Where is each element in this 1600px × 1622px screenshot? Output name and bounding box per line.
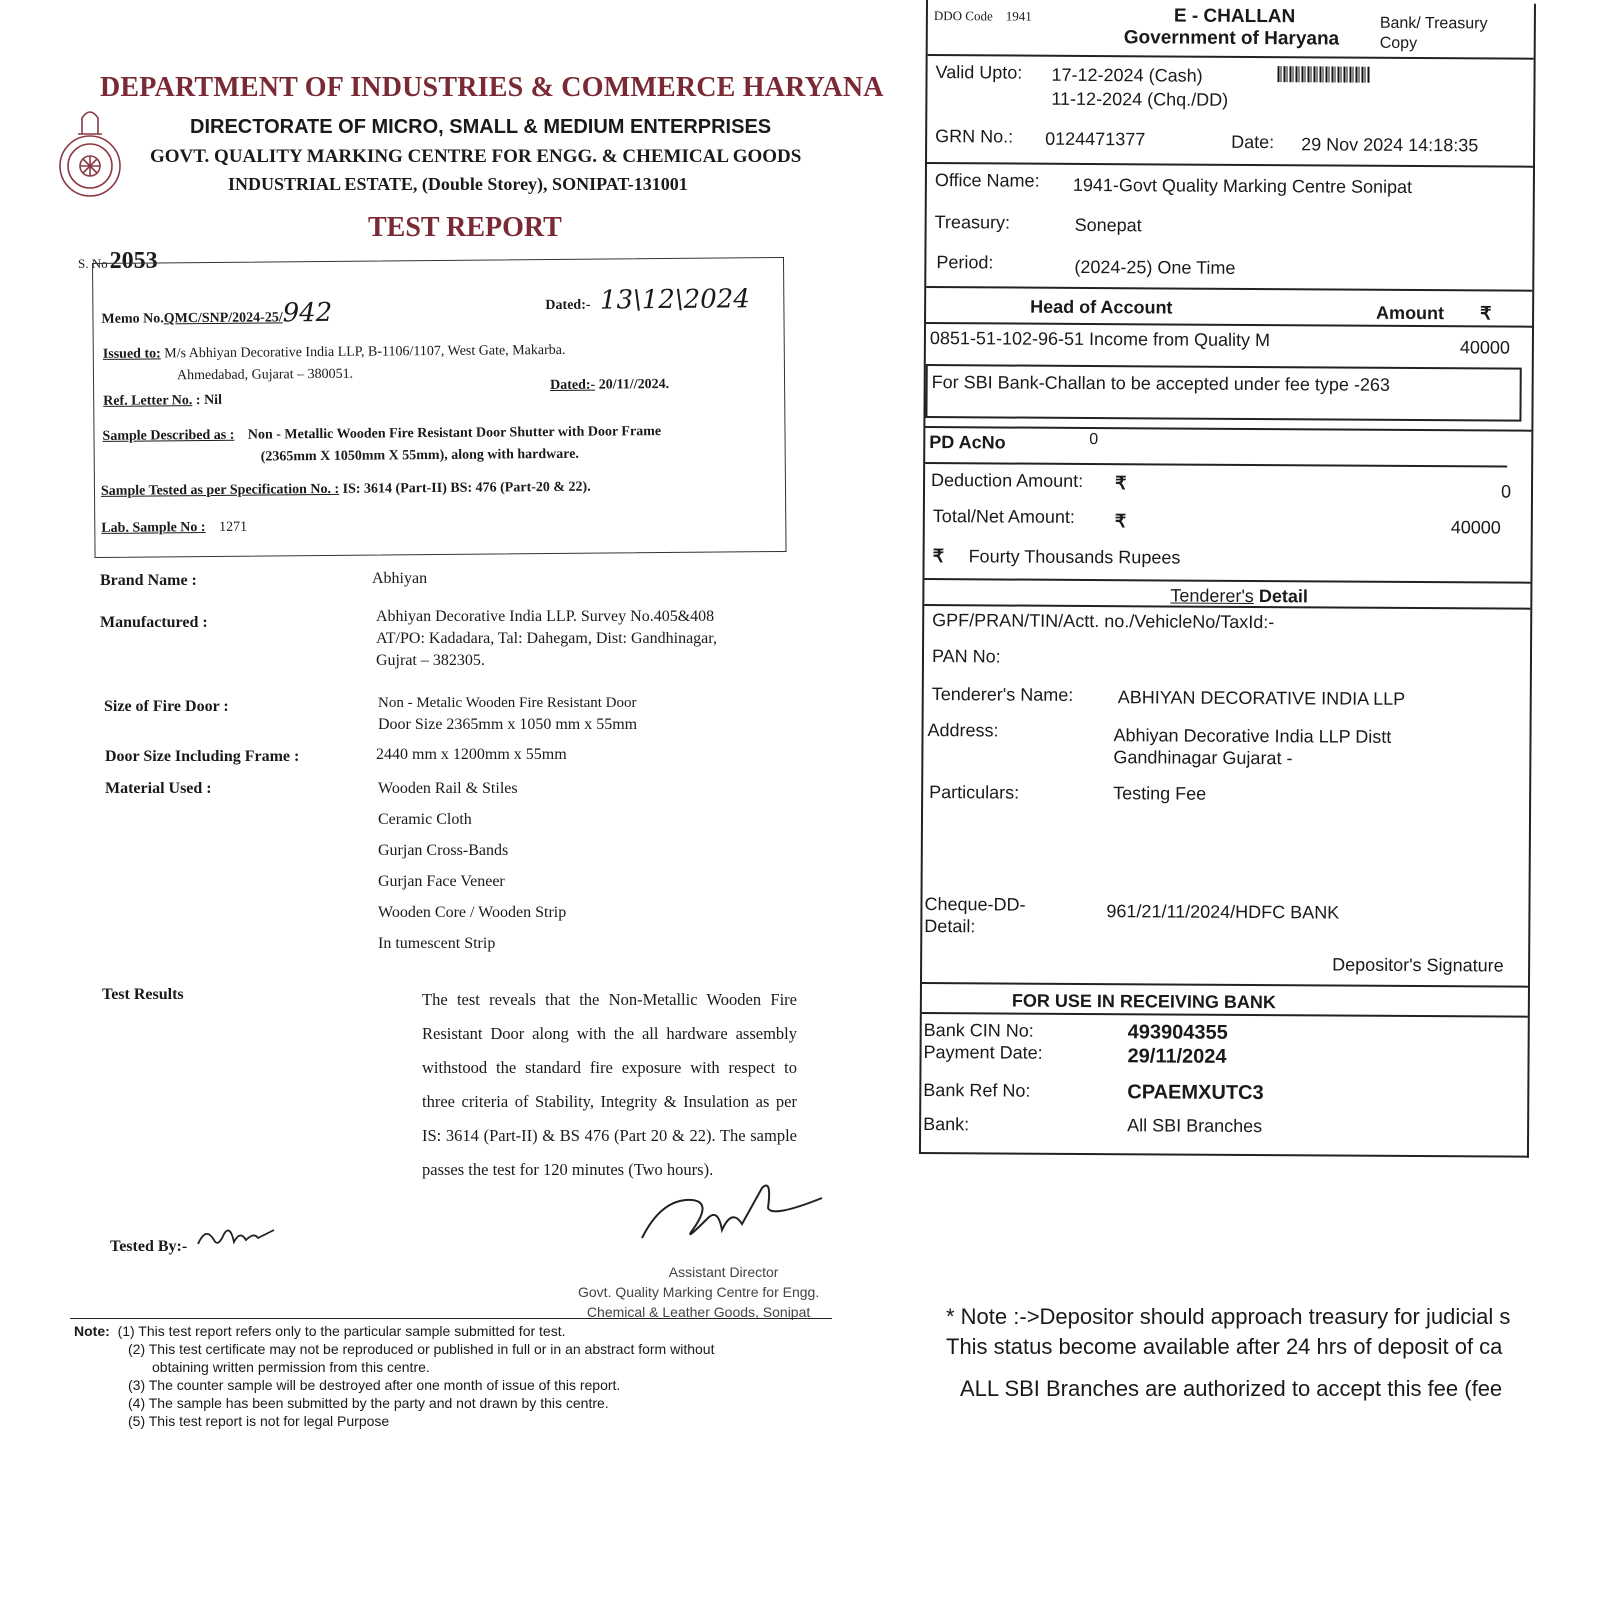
notes-label: Note: [74,1323,110,1339]
memo-handwritten: 942 [282,297,333,329]
sbi-note-box [925,364,1521,422]
specification-label: Sample Tested as per Specification No. : [100,481,340,499]
head-amount: 40000 [1459,337,1511,358]
total-value: 40000 [1450,517,1501,538]
size-frame-value: 2440 mm x 1200mm x 55mm [376,746,567,763]
cheque-value: 961/21/11/2024/HDFC BANK [1106,901,1340,923]
cheque-label-2: Detail: [924,916,976,937]
date-label: Date: [1231,131,1275,153]
e-challan [919,0,1536,1158]
tenderer-header [1170,586,1308,608]
office-label: Office Name: [934,170,1040,191]
ddo-code-value: 1941 [1005,8,1032,24]
memo-box [92,257,787,558]
valid-chq: 11-12-2024 (Chq./DD) [1051,88,1229,110]
head-of-account-label: Head of Account [1030,296,1173,318]
note-item: (1) This test report refers only to the particular sample submitted for test. [117,1323,566,1339]
amount-in-words: Fourty Thousands Rupees [968,546,1181,568]
size-fire-door-line: Door Size 2365mm x 1050 mm x 55mm [378,716,638,733]
head-of-account-value: 0851-51-102-96-51 Income from Quality M [929,328,1271,351]
material-item: Wooden Core / Wooden Strip [378,904,567,921]
challan-divider [925,462,1507,468]
brand-label: Brand Name : [100,572,197,589]
size-fire-door-label: Size of Fire Door : [104,698,229,715]
challan-title: E - CHALLAN [1173,5,1296,28]
treasury-label: Treasury: [934,212,1011,233]
challan-subtitle: Government of Haryana [1123,27,1340,50]
ddo-code-label: DDO Code [933,8,993,24]
address-line1: Abhiyan Decorative India LLP Distt [1113,725,1392,747]
address-label: Address: [927,720,999,741]
challan-divider [927,162,1533,168]
test-results-label: Test Results [102,986,184,1003]
ref-letter-label: Ref. Letter No. [103,393,193,409]
note-item: (3) The counter sample will be destroyed after one month of issue of this report. [128,1377,621,1393]
sample-described-line1: Non - Metallic Wooden Fire Resistant Door Shutter with Door Frame [247,424,662,443]
valid-label: Valid Upto: [935,62,1023,83]
size-frame-label: Door Size Including Frame : [105,748,300,765]
material-label: Material Used : [105,780,212,797]
manufactured-line: AT/PO: Kadadara, Tal: Dahegam, Dist: Gandhinagar, [376,630,717,647]
memo-number [101,298,332,330]
grn-value: 0124471377 [1045,128,1146,150]
footer-note-line: * Note :->Depositor should approach treasury for judicial s [946,1304,1511,1329]
issued-to-line1: M/s Abhiyan Decorative India LLP, B-1106/1107, West Gate, Makarba. [164,342,566,362]
ref-letter-sep: : [192,393,205,409]
sample-described-label: Sample Described as : [102,427,235,444]
manufactured-value [376,606,717,672]
bank-header: FOR USE IN RECEIVING BANK [1011,990,1276,1013]
signatory-title: Assistant Director [668,1264,779,1280]
note-item: (5) This test report is not for legal Purpose [128,1413,390,1429]
centre-line: GOVT. QUALITY MARKING CENTRE FOR ENGG. & CHEMICAL GOODS [150,146,802,167]
footer-note [946,1302,1510,1404]
sample-described-line2: (2365mm X 1050mm X 55mm), along with hardware. [260,446,579,465]
date-value: 29 Nov 2024 14:18:35 [1301,134,1479,156]
material-item: Gurjan Face Veneer [378,873,505,890]
serial-number-value: 2053 [109,248,158,274]
manufactured-label: Manufactured : [100,614,208,631]
cheque-label-1: Cheque-DD- [924,894,1026,915]
cin-label: Bank CIN No: [923,1020,1034,1041]
directorate-line: DIRECTORATE OF MICRO, SMALL & MEDIUM ENTERPRISES [190,116,772,138]
bank-ref-value: CPAEMXUTC3 [1127,1081,1264,1105]
memo-value: QMC/SNP/2024-25/ [163,310,283,327]
tenderer-header-detail: Detail [1258,586,1308,607]
specification [101,480,591,500]
specification-value: IS: 3614 (Part-II) BS: 476 (Part-20 & 22). [342,479,591,497]
tenderer-name-value: ABHIYAN DECORATIVE INDIA LLP [1117,687,1406,709]
period-label: Period: [936,252,994,273]
challan-divider [928,54,1534,60]
haryana-emblem-icon [56,104,124,202]
copy-label: Bank/ Treasury [1379,14,1488,33]
ref-letter-dated [550,377,669,394]
director-signature-icon [622,1178,832,1263]
total-label: Total/Net Amount: [932,506,1075,527]
memo-label: Memo No. [101,311,164,327]
copy-label-2: Copy [1379,34,1418,53]
pan-label: PAN No: [931,646,1001,667]
ref-dated-label: Dated:- [550,377,596,394]
note-item: (2) This test certificate may not be reproduced or published in full or in an abstract form without [128,1341,715,1357]
challan-divider [926,286,1532,292]
size-fire-door-value [378,692,637,736]
estate-line: INDUSTRIAL ESTATE, (Double Storey), SONIPAT-131001 [228,174,688,194]
sbi-note: For SBI Bank-Challan to be accepted under fee type -263 [931,372,1391,395]
ref-dated-value: 20/11//2024. [595,376,670,393]
serial-number-label: S. No [78,256,108,271]
issued-to-line2: Ahmedabad, Gujarat – 380051. [176,366,354,384]
manufactured-line: Abhiyan Decorative India LLP. Survey No.405&408 [376,608,715,625]
deduction-label: Deduction Amount: [931,470,1084,491]
bank-label: Bank: [923,1114,970,1135]
manufactured-line: Gujrat – 382305. [376,652,485,669]
valid-cash: 17-12-2024 (Cash) [1051,64,1203,86]
amount-label: Amount [1376,302,1445,324]
lab-sample [101,520,247,537]
signatory-line1: Govt. Quality Marking Centre for Engg. [578,1284,820,1300]
note-item: obtaining written permission from this centre. [152,1359,430,1375]
sample-described [102,421,661,470]
lab-sample-value: 1271 [218,519,248,535]
issued-to [103,340,566,388]
signatory-line2: Chemical & Leather Goods, Sonipat [586,1304,811,1320]
address-line2: Gandhinagar Gujarat - [1113,747,1293,769]
test-results-text: The test reveals that the Non-Metallic Wooden Fire Resistant Door along with the all hardware assembly withstood the standard fire exposure with respect to three criteria of Stability, Integrity & Insulation as per IS: 3614 (Part-II) & BS 476 (Part 20 & 22). The sample passes the test for 120 minutes (Two hours). [422,990,797,1179]
tester-signature-icon [196,1222,276,1257]
rupee-icon: ₹ [932,546,945,567]
material-item: Ceramic Cloth [378,811,472,828]
challan-divider [924,578,1530,584]
ref-letter [103,393,222,410]
ddo-code [934,8,1032,25]
period-value: (2024-25) One Time [1074,256,1236,278]
pd-value: 0 [1089,431,1099,449]
report-title: TEST REPORT [368,212,562,243]
material-list [378,778,566,964]
particulars-label: Particulars: [929,782,1020,803]
material-item: In tumescent Strip [378,935,496,952]
grn-label: GRN No.: [935,126,1014,147]
challan-divider [922,982,1528,988]
material-item: Wooden Rail & Stiles [378,780,518,797]
depositor-signature-label: Depositor's Signature [1332,954,1504,976]
issued-to-label: Issued to: [102,346,161,362]
gpf-label: GPF/PRAN/TIN/Actt. no./VehicleNo/TaxId:- [932,610,1275,633]
memo-dated-label: Dated:- [545,297,591,314]
particulars-value: Testing Fee [1113,783,1207,804]
treasury-value: Sonepat [1074,214,1142,236]
office-value: 1941-Govt Quality Marking Centre Sonipat [1072,174,1413,197]
barcode-icon [1278,66,1370,83]
tenderer-name-label: Tenderer's Name: [931,684,1074,705]
brand-value: Abhiyan [372,570,428,587]
bank-ref-label: Bank Ref No: [923,1080,1031,1101]
tested-by-label: Tested By:- [110,1238,188,1255]
material-item: Gurjan Cross-Bands [378,842,509,859]
cin-value: 493904355 [1127,1021,1228,1044]
payment-date-value: 29/11/2024 [1127,1045,1227,1068]
lab-sample-label: Lab. Sample No : [101,520,206,536]
memo-dated [545,284,750,316]
pd-label: PD AcNo [929,432,1006,453]
payment-date-label: Payment Date: [923,1042,1043,1063]
deduction-value: 0 [1500,481,1512,502]
signatory-block [578,1262,819,1322]
note-item: (4) The sample has been submitted by the party and not drawn by this centre. [128,1395,609,1411]
footer-note-line: This status become available after 24 hrs of deposit of ca [946,1334,1503,1359]
footer-note-line: ALL SBI Branches are authorized to accept this fee (fee [960,1376,1503,1401]
rupee-icon: ₹ [1114,473,1127,494]
tenderer-header-text: Tenderer's [1170,585,1254,607]
notes-block [74,1322,714,1430]
note-divider [70,1318,832,1319]
department-title: DEPARTMENT OF INDUSTRIES & COMMERCE HARYANA [100,72,884,103]
rupee-icon: ₹ [1480,303,1492,324]
rupee-icon: ₹ [1114,511,1127,532]
ref-letter-value: Nil [203,392,222,409]
challan-divider [925,426,1531,432]
bank-value: All SBI Branches [1127,1115,1263,1137]
memo-dated-value: 13\12\2024 [599,284,750,316]
size-fire-door-line: Non - Metalic Wooden Fire Resistant Door [378,695,637,711]
